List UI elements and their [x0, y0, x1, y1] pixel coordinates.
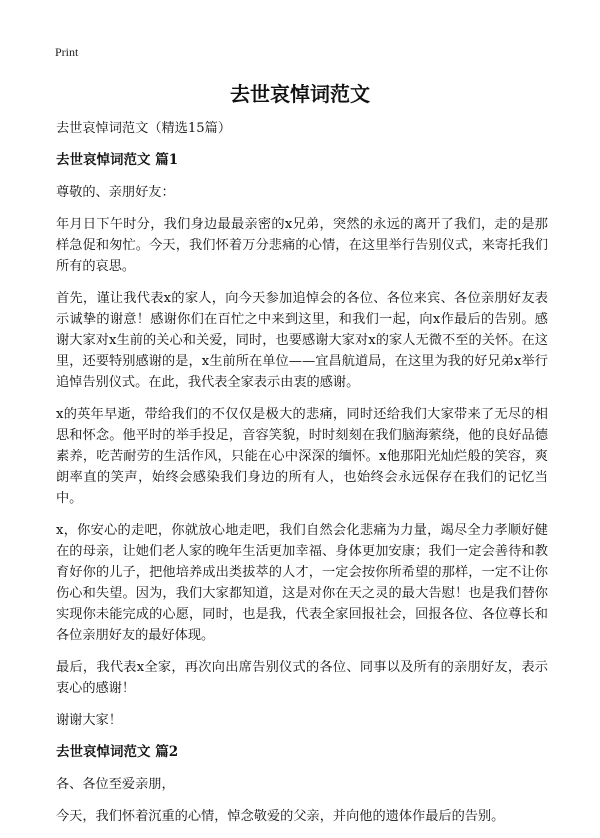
paragraph-salutation-2: 各、各位至爱亲朋， — [56, 777, 175, 792]
paragraph: 首先，谨让我代表x的家人，向今天参加追悼会的各位、各位来宾、各位亲朋好友表示诚挚的谢意！感谢你们在百忙之中来到这里，和我们一起，向x作最后的告别。感谢大家对x生前的关心和关爱，同时，也要感谢大家对x的家人无微不至的关怀。在这里，还要特别感谢的是，x生前所在单位——宜昌航道局，在这里为我的好兄弟x举行追悼告别仪式。在此，我代表全家表示由衷的感谢。 — [56, 291, 548, 390]
section-heading-2: 去世哀悼词范文 篇2 — [56, 744, 179, 760]
paragraph: x的英年早逝，带给我们的不仅仅是极大的悲痛，同时还给我们大家带来了无尽的相思和怀念。他平时的举手投足，音容笑貌，时时刻刻在我们脑海萦绕，他的良好品德素养，吃苦耐劳的生活作风，只能在心中深深的缅怀。x他那阳光灿烂般的笑容，爽朗率直的笑声，始终会感染我们身边的所有人，也始终会永远保存在我们的记忆当中。 — [56, 407, 548, 506]
paragraph-salutation-1: 尊敬的、亲朋好友： — [56, 185, 175, 200]
paragraph: 今天，我们怀着沉重的心情，悼念敬爱的父亲，并向他的遗体作最后的告别。 — [56, 809, 505, 824]
paragraph: 最后，我代表x全家，再次向出席告别仪式的各位、同事以及所有的亲朋好友，表示衷心的感谢！ — [56, 660, 548, 696]
paragraph: 年月日下午时分，我们身边最最亲密的x兄弟，突然的永远的离开了我们，走的是那样急促和匆忙。今天，我们怀着万分悲痛的心情，在这里举行告别仪式，来寄托我们所有的哀思。 — [56, 217, 548, 274]
print-label: Print — [55, 45, 79, 59]
document-subtitle: 去世哀悼词范文（精选15篇） — [56, 121, 232, 136]
document-title: 去世哀悼词范文 — [230, 82, 370, 106]
paragraph: x，你安心的走吧，你就放心地走吧，我们自然会化悲痛为力量，竭尽全力孝顺好健在的母亲，让她们老人家的晚年生活更加幸福、身体更加安康；我们一定会善待和教育好你的儿子，把他培养成出类拔萃的人才，一定会按你所希望的那样，一定不让你伤心和失望。因为，我们大家都知道，这是对你在天之灵的最大告慰！也是我们替你实现你未能完成的心愿，同时，也是我，代表全家回报社会，回报各位、各位尊长和各位亲朋好友的最好体现。 — [56, 523, 548, 643]
section-heading-1: 去世哀悼词范文 篇1 — [56, 152, 179, 168]
paragraph-closing-1: 谢谢大家！ — [56, 713, 122, 728]
document-body — [56, 118, 548, 838]
